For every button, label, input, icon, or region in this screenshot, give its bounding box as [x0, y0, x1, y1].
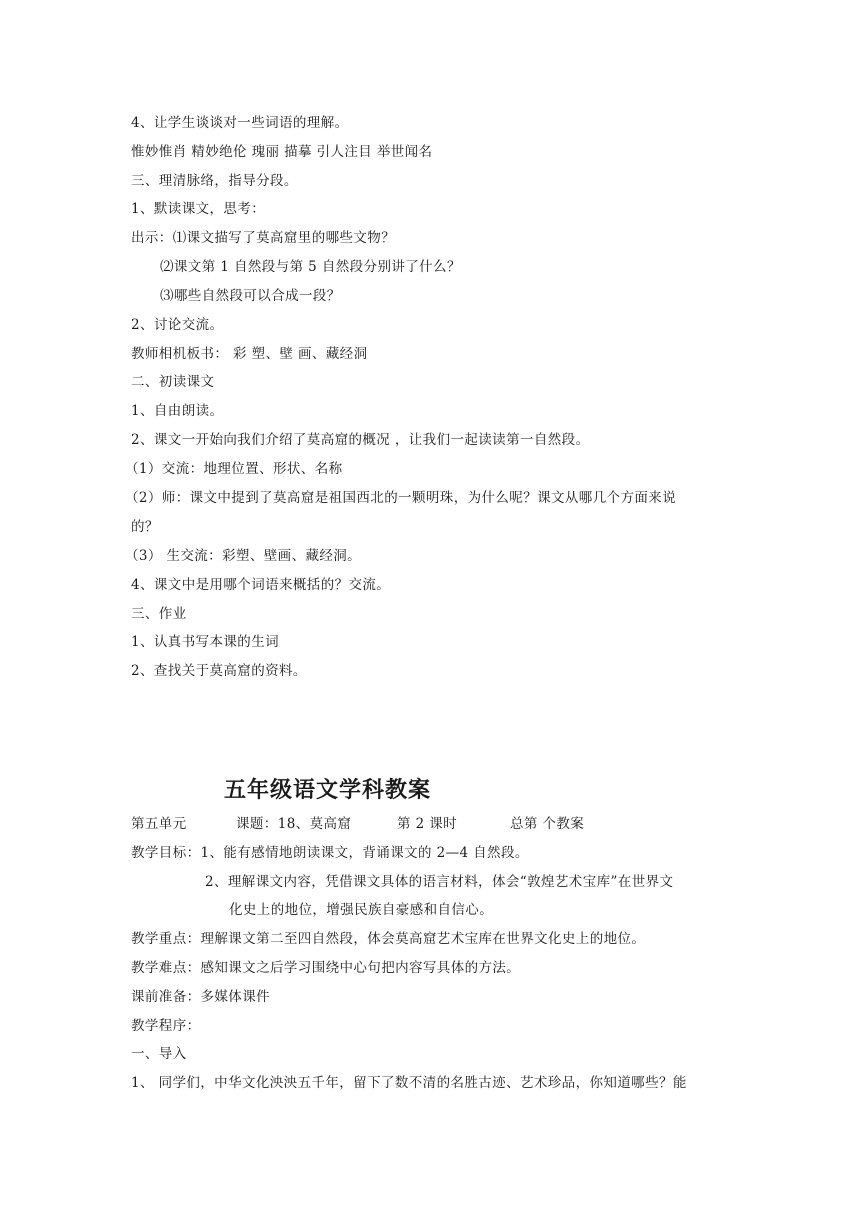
text-line: （1）交流：地理位置、形状、名称: [125, 461, 343, 477]
text-line: （3） 生交流：彩塑、壁画、藏经洞。: [125, 548, 362, 564]
text-line: 二、初读课文: [131, 374, 215, 390]
text-line: 教学目标：1、能有感情地朗读课文，背诵课文的 2—4 自然段。: [131, 845, 529, 861]
text-line: 1、认真书写本课的生词: [131, 634, 279, 650]
text-line: 惟妙惟肖 精妙绝伦 瑰丽 描摹 引人注目 举世闻名: [131, 144, 433, 160]
text-line: 教学难点：感知课文之后学习围绕中心句把内容写具体的方法。: [131, 960, 521, 976]
text-line: 1、 同学们，中华文化泱泱五千年，留下了数不清的名胜古迹、艺术珍品，你知道哪些？能: [131, 1075, 687, 1091]
text-line: 1、默读课文，思考：: [131, 201, 266, 217]
unit-label: 第五单元: [131, 816, 187, 832]
text-line: 4、让学生谈谈对一些词语的理解。: [131, 115, 349, 131]
text-line: 2、查找关于莫高窟的资料。: [131, 663, 307, 679]
text-line: 三、作业: [131, 606, 187, 622]
text-line: 2、理解课文内容，凭借课文具体的语言材料，体会“敦煌艺术宝库”在世界文: [205, 874, 674, 890]
text-line: 1、自由朗读。: [131, 403, 224, 419]
text-line: ⑵课文第 1 自然段与第 5 自然段分别讲了什么？: [160, 259, 461, 275]
text-line: 三、理清脉络，指导分段。: [131, 173, 298, 189]
text-line: 化史上的地位，增强民族自豪感和自信心。: [229, 902, 494, 918]
text-line: 2、讨论交流。: [131, 317, 224, 333]
period-label: 第 2 课时: [397, 816, 458, 832]
text-line: 一、导入: [131, 1046, 187, 1062]
text-line: （2）师：课文中提到了莫高窟是祖国西北的一颗明珠，为什么呢？课文从哪几个方面来说: [125, 490, 677, 506]
text-line: ⑶哪些自然段可以合成一段？: [160, 288, 341, 304]
text-line: 教学重点：理解课文第二至四自然段，体会莫高窟艺术宝库在世界文化史上的地位。: [131, 931, 646, 947]
text-line: 的？: [131, 519, 159, 535]
lesson-plan-title: 五年级语文学科教案: [224, 777, 432, 803]
text-line: 2、课文一开始向我们介绍了莫高窟的概况 ，让我们一起读读第一自然段。: [131, 432, 590, 448]
text-line: 教师相机板书： 彩 塑、壁 画、藏经洞: [131, 346, 368, 362]
text-line: 4、课文中是用哪个词语来概括的？交流。: [131, 577, 391, 593]
text-line: 教学程序：: [131, 1018, 201, 1034]
text-line: 课前准备：多媒体课件: [131, 989, 270, 1005]
topic-label: 课题：18、莫高窟: [236, 816, 352, 832]
text-line: 出示：⑴课文描写了莫高窟里的哪些文物？: [131, 230, 396, 246]
total-label: 总第 个教案: [510, 816, 585, 832]
